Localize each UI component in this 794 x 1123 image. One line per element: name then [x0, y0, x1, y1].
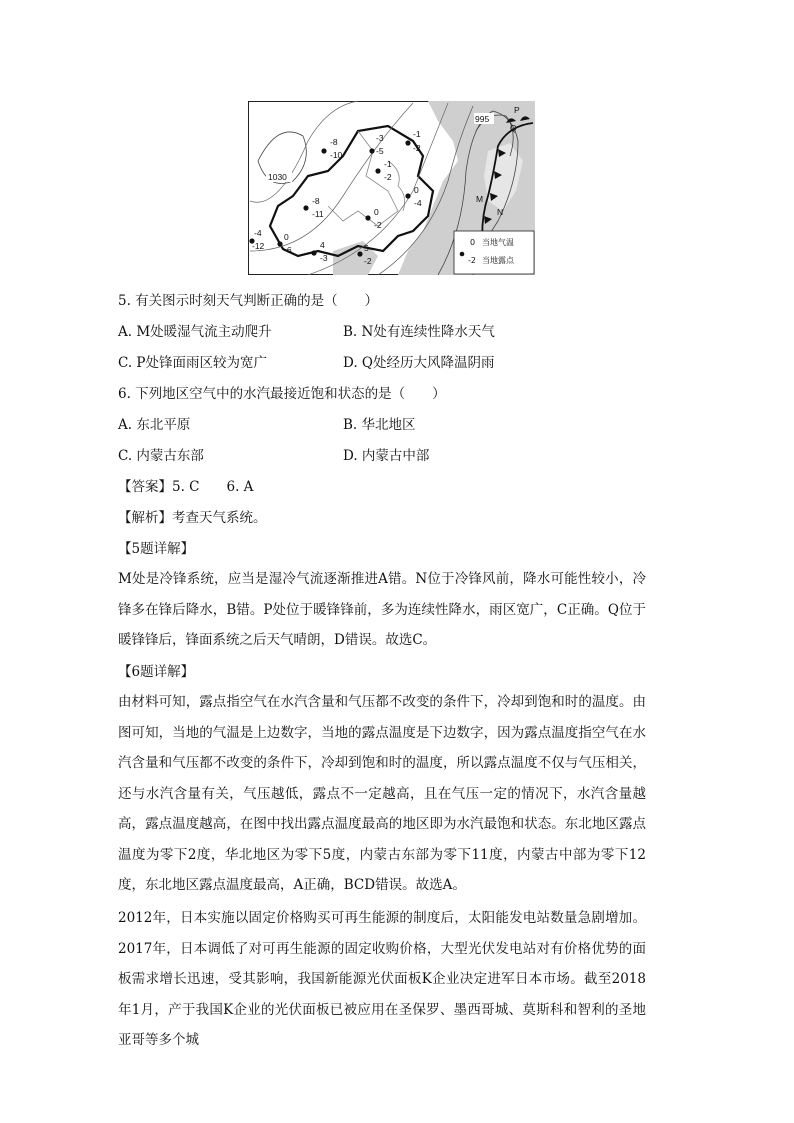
station-dew: -12	[252, 241, 265, 251]
station-temp: 0	[284, 232, 289, 242]
station-temp: -3	[376, 133, 384, 143]
station-dew: -2	[413, 143, 421, 153]
station-dot	[357, 251, 362, 256]
station-dot	[365, 215, 370, 220]
station-temp: 0	[374, 207, 379, 217]
material-paragraph: 2012年，日本实施以固定价格购买可再生能源的制度后，太阳能发电站数量急剧增加。2017年，日本调低了对可再生能源的固定收购价格，大型光伏发电站对有价格优势的面板需求增长迅速，受其影响，我国新能源光伏面板K企业决定进军日本市场。截至2018年1月，产于我国K企业的光伏面板已被应用在圣保罗、墨西哥城、莫斯科和智利的圣地亚哥等多个城	[118, 910, 646, 1048]
legend-temp-sample: 0	[470, 238, 476, 247]
question-6-stem: 6. 下列地区空气中的水汽最接近饱和状态的是（ ）	[118, 386, 446, 402]
station-temp: 0	[414, 185, 419, 195]
q5-option-b: B. N处有连续性降水天气	[343, 324, 495, 340]
question-5-stem: 5. 有关图示时刻天气判断正确的是（ ）	[118, 293, 379, 309]
station-temp: -4	[254, 228, 262, 238]
point-label-n: N	[497, 207, 504, 217]
q6-option-b: B. 华北地区	[343, 417, 416, 433]
station-dew: -5	[376, 146, 384, 156]
station-dew: -2	[364, 256, 372, 266]
station-dew: -3	[320, 253, 328, 263]
station-temp: 4	[320, 240, 325, 250]
point-label-m: M	[476, 194, 484, 204]
legend-dew-label: 当地露点	[482, 256, 514, 265]
analysis-line: 【解析】考查天气系统。	[118, 510, 267, 526]
map-legend	[454, 231, 534, 274]
station-dot	[375, 168, 380, 173]
detail-5-text: M处是冷锋系统，应当是湿冷气流逐渐推进A错。N位于冷锋风前，降水可能性较小，冷锋多在锋后降水，B错。P处位于暖锋锋前，多为连续性降水，雨区宽广，C正确。Q位于暖锋锋后，锋面系统之后天气晴朗，D错误。故选C。	[118, 571, 646, 648]
station-dot	[303, 205, 308, 210]
legend-dot	[460, 252, 465, 257]
station-dot	[311, 250, 316, 255]
station-dew: -11	[312, 209, 324, 219]
station-temp: -8	[330, 137, 338, 147]
detail-6-text: 由材料可知，露点指空气在水汽含量和气压都不改变的条件下，冷却到饱和时的温度。由图可知，当地的气温是上边数字，当地的露点温度是下边数字，因为露点温度指空气在水汽含量和气压都不改变的条件下，冷却到饱和时的温度，所以露点温度不仅与气压相关，还与水汽含量有关，气压越低，露点不一定越高，且在气压一定的情况下，水汽含量越高，露点温度越高，在图中找出露点温度最高的地区即为水汽最饱和状态。东北地区露点温度为零下2度，华北地区为零下5度，内蒙古东部为零下11度，内蒙古中部为零下12度，东北地区露点温度最高，A正确，BCD错误。故选A。	[118, 694, 646, 893]
station-temp: 5	[364, 243, 369, 253]
station-dew: -10	[330, 150, 343, 160]
station-dot	[277, 241, 282, 246]
legend-temp-label: 当地气温	[482, 238, 514, 247]
station-dot	[321, 148, 326, 153]
weather-map	[248, 101, 535, 275]
station-temp: -1	[413, 129, 421, 139]
station-dew: -6	[284, 245, 292, 255]
q5-option-d: D. Q处经历大风降温阴雨	[343, 355, 495, 371]
station-dew: -2	[384, 172, 392, 182]
q6-option-d: D. 内蒙古中部	[343, 448, 430, 464]
station-dew: -4	[414, 198, 422, 208]
station-dot	[369, 148, 374, 153]
q6-option-c: C. 内蒙古东部	[118, 448, 204, 464]
q5-option-a: A. M处暖湿气流主动爬升	[118, 324, 272, 340]
detail-5-title: 【5题详解】	[118, 541, 195, 557]
point-label-q: Q	[510, 123, 517, 133]
isobar-label-1030: 1030	[268, 172, 287, 182]
station-dew: -2	[374, 220, 382, 230]
q6-option-a: A. 东北平原	[118, 417, 191, 433]
station-temp: -8	[312, 196, 320, 206]
station-temp: -1	[384, 159, 392, 169]
station-dot	[405, 193, 410, 198]
isobar-label-995: 995	[475, 114, 490, 124]
detail-6-title: 【6题详解】	[118, 664, 195, 680]
point-label-p: P	[514, 105, 520, 115]
legend-dew-sample: -2	[468, 256, 476, 265]
weather-map-figure	[248, 101, 535, 275]
q5-option-c: C. P处锋面雨区较为宽广	[118, 355, 268, 371]
answer-line: 【答案】5. C 6. A	[118, 479, 254, 495]
station-dot	[405, 140, 410, 145]
